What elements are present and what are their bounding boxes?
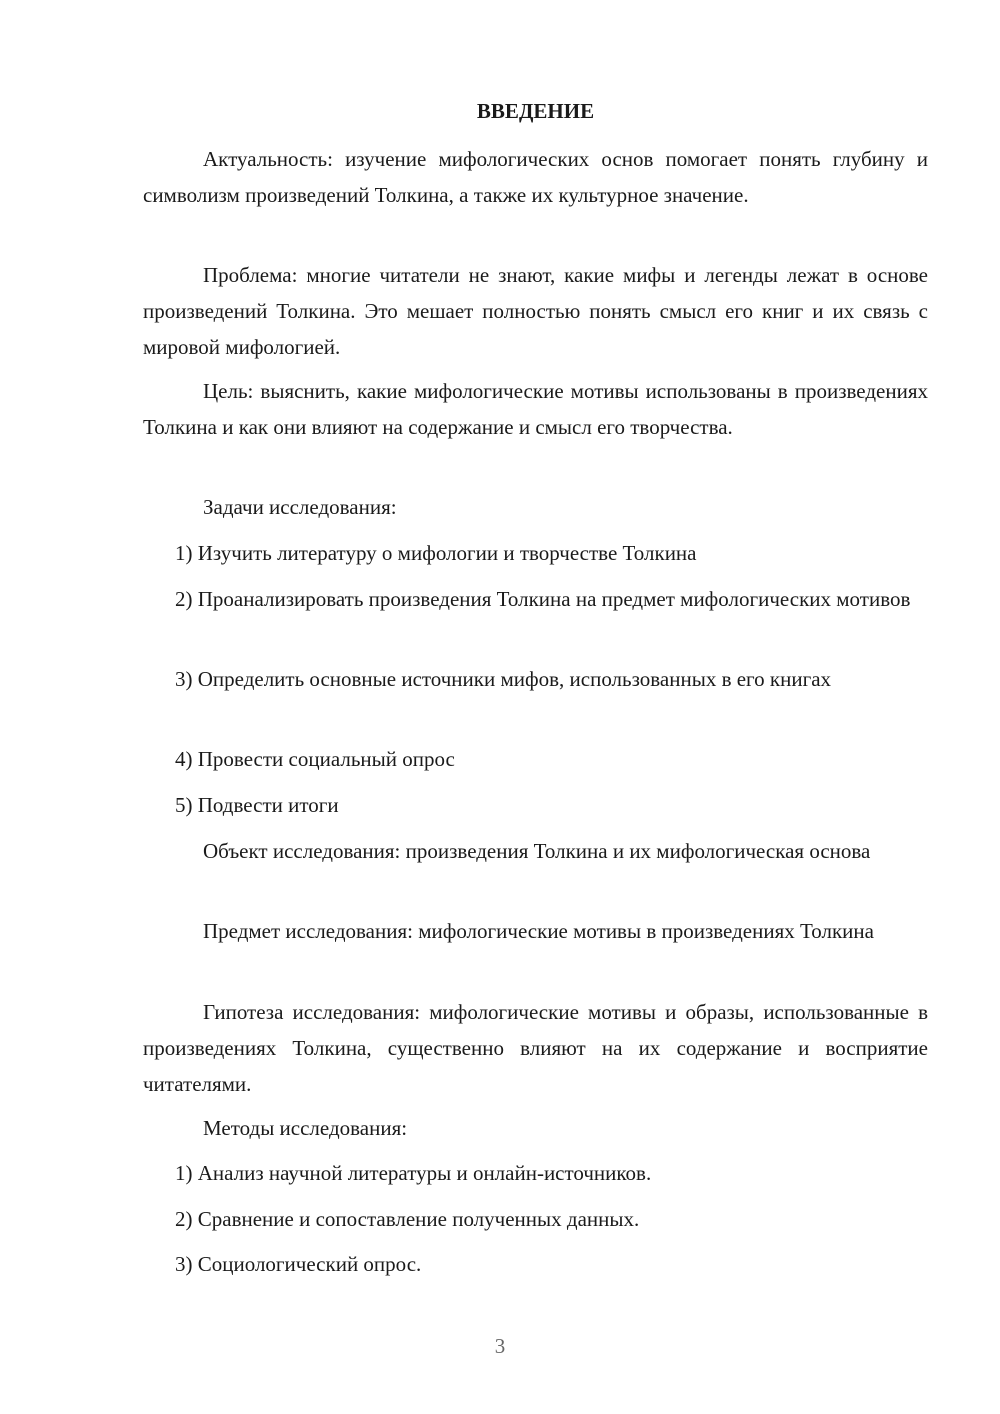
task-item: 1) Изучить литературу о мифологии и творчестве Толкина	[175, 541, 697, 565]
tasks-heading: Задачи исследования:	[203, 495, 397, 519]
page-title: ВВЕДЕНИЕ	[476, 99, 595, 123]
method-item: 3) Социологический опрос.	[175, 1252, 422, 1276]
task-item: 4) Провести социальный опрос	[175, 747, 455, 771]
method-item: 1) Анализ научной литературы и онлайн-источников.	[175, 1161, 652, 1185]
subject-paragraph: Предмет исследования: мифологические мотивы в произведениях Толкина	[203, 919, 874, 943]
goal-paragraph: Цель: выяснить, какие мифологические мотивы использованы в произведениях Толкина и как они влияют на содержание и смысл его творчества.	[143, 379, 928, 439]
page-number: 3	[494, 1334, 506, 1358]
relevance-paragraph: Актуальность: изучение мифологических основ помогает понять глубину и символизм произведений Толкина, а также их культурное значение.	[143, 147, 928, 207]
task-item: 3) Определить основные источники мифов, использованных в его книгах	[175, 667, 832, 691]
problem-paragraph: Проблема: многие читатели не знают, какие мифы и легенды лежат в основе произведений Толкина. Это мешает полностью понять смысл его книг и их связь с мировой мифологией.	[143, 263, 928, 359]
methods-heading: Методы исследования:	[203, 1116, 408, 1140]
task-item: 2) Проанализировать произведения Толкина на предмет мифологических мотивов	[175, 587, 911, 611]
hypothesis-paragraph: Гипотеза исследования: мифологические мотивы и образы, использованные в произведениях Толкина, существенно влияют на их содержание и восприятие читателями.	[143, 1000, 928, 1096]
method-item: 2) Сравнение и сопоставление полученных данных.	[175, 1207, 640, 1231]
object-paragraph: Объект исследования: произведения Толкина и их мифологическая основа	[203, 839, 871, 863]
task-item: 5) Подвести итоги	[175, 793, 339, 817]
